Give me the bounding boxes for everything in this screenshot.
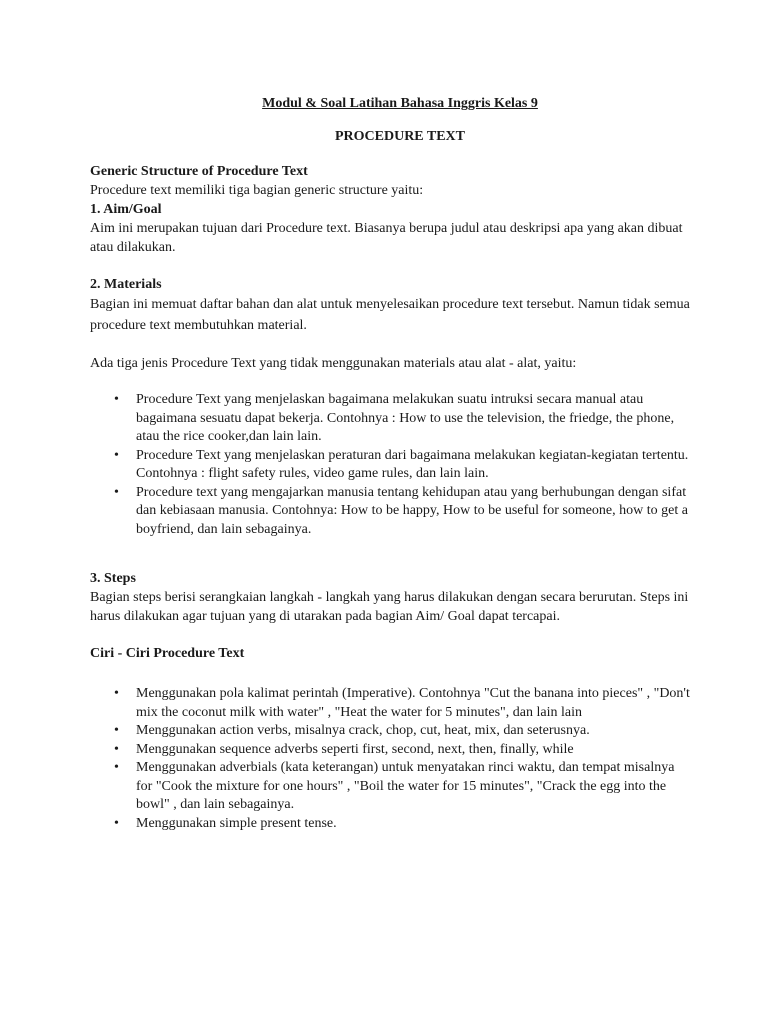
materials-heading: 2. Materials <box>90 277 162 292</box>
section-title: PROCEDURE TEXT <box>334 129 466 144</box>
list-item: • Menggunakan adverbials (kata keterangan) untuk menyatakan rinci waktu, dan tempat misalnya for "Cook the mixture for one hours" , "Boil the water for 15 minutes", "Crack the egg into the bowl" , dan lain sebagainya. <box>90 759 690 815</box>
types-list <box>90 391 690 539</box>
generic-structure-heading: Generic Structure of Procedure Text <box>90 164 308 179</box>
types-intro: Ada tiga jenis Procedure Text yang tidak menggunakan materials atau alat - alat, yaitu: <box>90 356 577 371</box>
list-item: • Procedure text yang mengajarkan manusia tentang kehidupan atau yang berhubungan dengan sifat dan kebiasaan manusia. Contohnya: How to be happy, How to be useful for someone, how to get a boyfriend, dan lain sebagainya. <box>90 484 690 540</box>
steps-text: Bagian steps berisi serangkaian langkah - langkah yang harus dilakukan dengan secara berurutan. Steps ini harus dilakukan agar tujuan yang di utarakan pada bagian Aim/ Goal dapat tercapai. <box>90 590 689 624</box>
document-page <box>90 94 690 833</box>
list-item: • Procedure Text yang menjelaskan bagaimana melakukan suatu intruksi secara manual atau bagaimana sesuatu dapat bekerja. Contohnya : How to use the television, the friedge, the phone, atau the rice cooker,dan lain lain. <box>90 391 690 447</box>
steps-heading: 3. Steps <box>90 571 136 586</box>
ciri-list <box>90 685 690 833</box>
ciri-heading: Ciri - Ciri Procedure Text <box>90 646 245 661</box>
list-item: • Procedure Text yang menjelaskan peraturan dari bagaimana melakukan kegiatan-kegiatan tertentu. Contohnya : flight safety rules, video game rules, dan lain lain. <box>90 447 690 484</box>
list-item: • Menggunakan pola kalimat perintah (Imperative). Contohnya "Cut the banana into pieces" , "Don't mix the coconut milk with water" , "Heat the water for 5 minutes", dan lain lain <box>90 685 690 722</box>
materials-text: Bagian ini memuat daftar bahan dan alat untuk menyelesaikan procedure text tersebut. Namun tidak semua procedure text membutuhkan material. <box>90 297 690 333</box>
list-item: • Menggunakan simple present tense. <box>90 815 690 834</box>
document-title: Modul & Soal Latihan Bahasa Inggris Kelas 9 <box>262 96 538 111</box>
aim-goal-text: Aim ini merupakan tujuan dari Procedure text. Biasanya berupa judul atau deskripsi apa yang akan dibuat atau dilakukan. <box>90 221 683 255</box>
aim-goal-heading: 1. Aim/Goal <box>90 202 162 217</box>
list-item: • Menggunakan action verbs, misalnya crack, chop, cut, heat, mix, dan seterusnya. <box>90 722 690 741</box>
generic-structure-intro: Procedure text memiliki tiga bagian generic structure yaitu: <box>90 183 424 198</box>
list-item: • Menggunakan sequence adverbs seperti first, second, next, then, finally, while <box>90 741 690 760</box>
